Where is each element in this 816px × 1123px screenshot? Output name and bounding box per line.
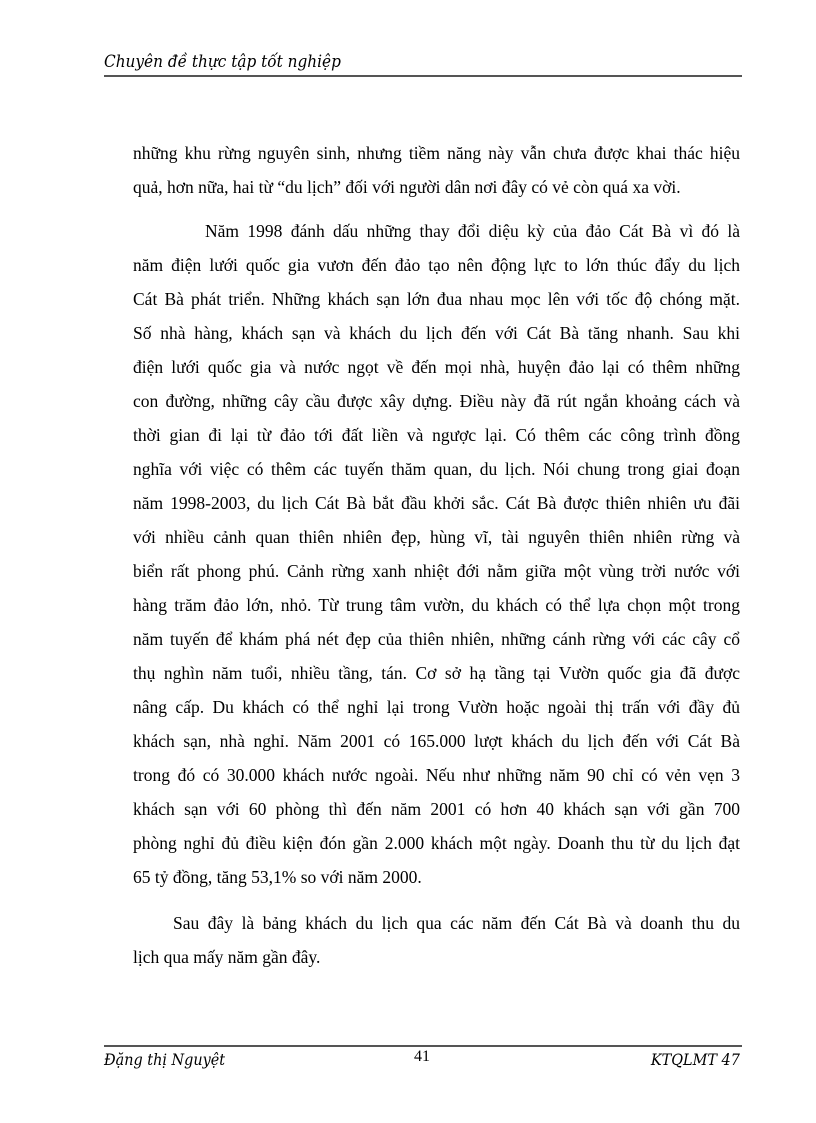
text-line: con đường, những cây cầu được xây dựng. Điều này đã rút ngắn khoảng cách và	[133, 391, 740, 411]
text-line: thời gian đi lại từ đảo tới đất liền và ngược lại. Có thêm các công trình đồng	[133, 425, 740, 445]
text-line: trong đó có 30.000 khách nước ngoài. Nếu như những năm 90 chỉ có vẻn vẹn 3	[133, 765, 740, 785]
text-line: thụ nghìn năm tuổi, nhiều tầng, tán. Cơ sở hạ tầng tại Vườn quốc gia đã được	[133, 663, 740, 683]
text-line: nghĩa với việc có thêm các tuyến thăm quan, du lịch. Nói chung trong giai đoạn	[133, 459, 740, 479]
text-line: biển rất phong phú. Cảnh rừng xanh nhiệt đới nằm giữa một vùng trời nước với	[133, 561, 740, 581]
text-line: hàng trăm đảo lớn, nhỏ. Từ trung tâm vườn, du khách có thể lựa chọn một trong	[133, 595, 740, 615]
text-line: nâng cấp. Du khách có thể nghỉ lại trong Vườn hoặc ngoài thị trấn với đầy đủ	[133, 697, 740, 717]
footer-class-code: KTQLMT 47	[651, 1050, 740, 1069]
text-line: với nhiều cảnh quan thiên nhiên đẹp, hùng vĩ, tài nguyên thiên nhiên rừng và	[133, 527, 740, 547]
text-line: Số nhà hàng, khách sạn và khách du lịch đến với Cát Bà tăng nhanh. Sau khi	[133, 323, 740, 343]
text-line: năm điện lưới quốc gia vươn đến đảo tạo nên động lực to lớn thúc đẩy du lịch	[133, 255, 740, 275]
text-line: Năm 1998 đánh dấu những thay đổi diệu kỳ của đảo Cát Bà vì đó là	[205, 221, 740, 241]
text-line: phòng nghỉ đủ điều kiện đón gần 2.000 khách một ngày. Doanh thu từ du lịch đạt	[133, 833, 740, 853]
text-line: khách sạn với 60 phòng thì đến năm 2001 có hơn 40 khách sạn với gần 700	[133, 799, 740, 819]
text-line: điện lưới quốc gia và nước ngọt về đến mọi nhà, huyện đảo lại có thêm những	[133, 357, 740, 377]
text-line: quả, hơn nữa, hai từ “du lịch” đối với người dân nơi đây có vẻ còn quá xa vời.	[133, 177, 681, 197]
text-line: Cát Bà phát triển. Những khách sạn lớn đua nhau mọc lên với tốc độ chóng mặt.	[133, 289, 740, 309]
text-line: 65 tỷ đồng, tăng 53,1% so với năm 2000.	[133, 867, 422, 887]
text-line: năm 1998-2003, du lịch Cát Bà bắt đầu khởi sắc. Cát Bà được thiên nhiên ưu đãi	[133, 493, 740, 513]
text-line: khách sạn, nhà nghỉ. Năm 2001 có 165.000 lượt khách du lịch đến với Cát Bà	[133, 731, 740, 751]
header-rule	[104, 75, 742, 77]
text-line: năm tuyến để khám phá nét đẹp của thiên nhiên, những cánh rừng với các cây cổ	[133, 629, 740, 649]
text-line: những khu rừng nguyên sinh, nhưng tiềm năng này vẫn chưa được khai thác hiệu	[133, 143, 740, 163]
header-title: Chuyên đề thực tập tốt nghiệp	[104, 52, 341, 72]
footer-rule	[104, 1045, 742, 1047]
text-line: lịch qua mấy năm gần đây.	[133, 947, 321, 967]
page-number: 41	[414, 1048, 430, 1065]
footer-author: Đặng thị Nguyệt	[104, 1050, 226, 1069]
text-line: Sau đây là bảng khách du lịch qua các năm đến Cát Bà và doanh thu du	[173, 913, 740, 933]
